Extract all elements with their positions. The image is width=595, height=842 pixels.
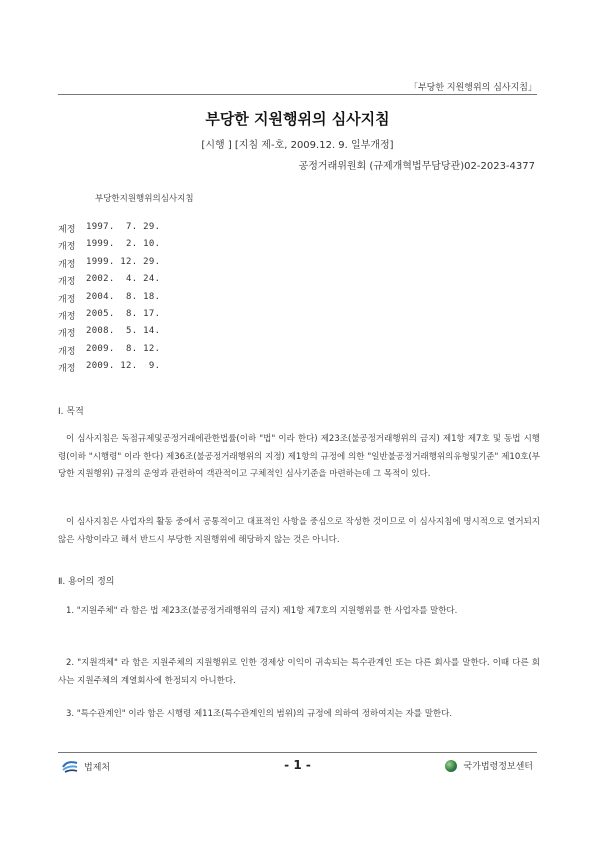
history-row [58,309,160,326]
history-type: 개정 [58,346,76,357]
footer-publisher [445,759,533,772]
history-type: 개정 [58,364,76,375]
revision-history [58,222,160,379]
history-date: 2009. 12. 9. [86,361,161,372]
history-row [58,292,160,309]
history-row [58,344,160,361]
footer-divider [58,752,537,753]
history-date: 2008. 5. 14. [86,326,161,337]
document-title: 부당한 지원행위의 심사지침 [205,110,390,128]
history-type: 개정 [58,329,76,340]
history-row [58,361,160,378]
header-divider [58,94,537,95]
definition-paragraph: 1. "지원주체" 라 함은 법 제23조(불공정거래행위의 금지) 제1항 제7호의 지원행위를 한 사업자를 말한다. [66,606,458,616]
definition-paragraph: 3. "특수관계인" 이라 함은 시행령 제11조(특수관계인의 범위)의 규정에 의하여 정하여지는 자를 말한다. [66,709,453,719]
history-row [58,274,160,291]
history-type: 개정 [58,311,76,322]
history-date: 1999. 2. 10. [86,239,161,250]
history-date: 2004. 8. 18. [86,291,161,302]
history-type: 개정 [58,242,76,253]
history-date: 1997. 7. 29. [86,222,161,232]
definition-paragraph: 2. "지원객체" 라 함은 지원주체의 지원행위로 인한 경제상 이익이 귀속되는 특수관계인 또는 다른 회사를 말한다. 이때 다른 회사는 지원주체의 계열회사에 한정되지 아니한다. [58,658,540,686]
history-date: 1999. 12. 29. [86,256,161,267]
history-type: 제정 [58,225,76,235]
history-date: 2005. 8. 17. [86,308,161,319]
history-date: 2002. 4. 24. [86,274,161,285]
document-enforcement-info: [시행 ] [지침 제-호, 2009.12. 9. 일부개정] [201,140,394,151]
history-type: 개정 [58,259,76,270]
section-paragraph: 이 심사지침은 독점규제및공정거래에관한법률(이하 "법" 이라 한다) 제23조(불공정거래행위의 금지) 제1항 제7호 및 동법 시행령(이하 "시행령" 이라 한다) 제36조(불공정거래행위의 지정) 제1항의 규정에 의한 "일반불공정거래행위의유형및기준" 제10호(부당한 지원행위) 규정의 운영과 관련하여 객관적이고 구체적인 심사기준을 마련하는데 그 목적이 있다. [58,434,540,479]
section-paragraph: 이 심사지침은 사업자의 활동 중에서 공통적이고 대표적인 사항을 중심으로 작성한 것이므로 이 심사지침에 명시적으로 열거되지 않은 사항이라고 해서 반드시 부당한 지원행위에 해당하지 않는 것은 아니다. [58,517,540,545]
history-date: 2009. 8. 12. [86,343,161,354]
history-type: 개정 [58,294,76,305]
globe-logo-icon [445,760,457,772]
document-subtitle: 부당한지원행위의심사지침 [95,194,194,204]
document-agency-contact: 공정거래위원회 (규제개혁법무담당관)02-2023-4377 [298,161,535,172]
history-type: 개정 [58,277,76,288]
footer-left-label: 법제처 [84,762,111,773]
history-row [58,257,160,274]
section-heading-definitions: Ⅱ. 용어의 정의 [58,577,115,587]
history-row [58,326,160,343]
history-row [58,222,160,239]
footer-right-label: 국가법령정보센터 [463,762,533,772]
document-header-tag: 「부당한 지원행위의 심사지침」 [408,83,537,93]
history-row [58,239,160,256]
section-heading-purpose: Ⅰ. 목적 [58,407,84,417]
page-number: - 1 - [284,758,311,772]
